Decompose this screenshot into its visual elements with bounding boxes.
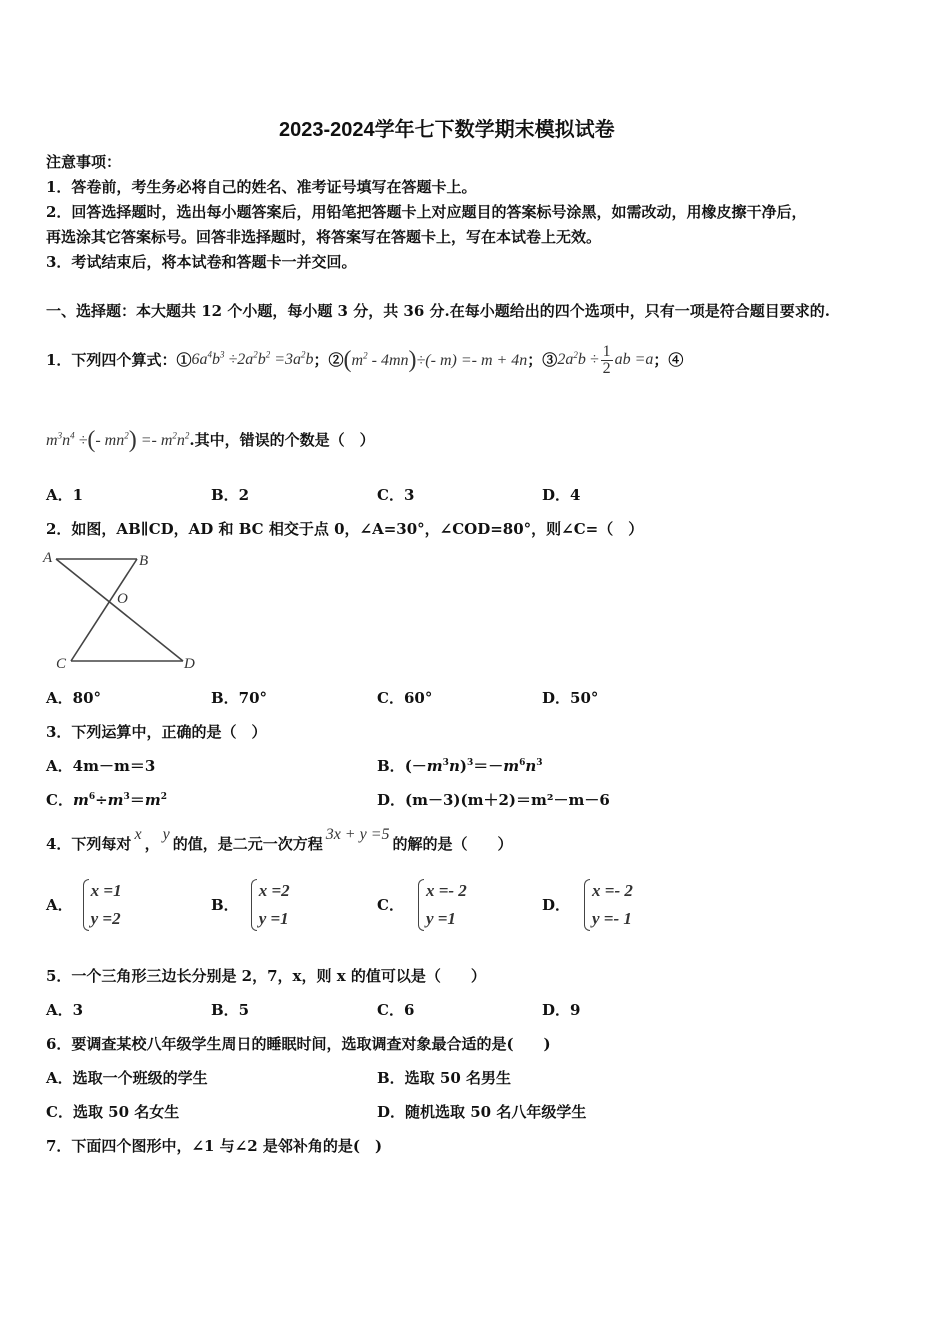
q2-option-d[interactable]: D．50° (542, 689, 599, 707)
q1-option-b[interactable]: B．2 (211, 486, 250, 504)
q1-prefix: 1．下列四个算式：① (46, 351, 192, 369)
q4-option-label: B． (211, 896, 239, 914)
notice-line: 2．回答选择题时，选出每小题答案后，用铅笔把答题卡上对应题目的答案标号涂黑，如需改动，用橡皮擦干净后， (46, 203, 807, 221)
page-title: 2023-2024学年七下数学期末模拟试卷 (279, 119, 615, 141)
q1-option-c[interactable]: C．3 (377, 486, 415, 504)
q3-option-a[interactable]: A．4m－m＝3 (46, 757, 156, 775)
q4-option-b[interactable] (211, 877, 290, 933)
system-line: x =1 (90, 881, 122, 900)
label-a: A (43, 550, 53, 566)
q3-option-c[interactable]: C．$m^6\div m^3=m^2$ (46, 791, 167, 809)
q4-part: 的解的是（ ） (392, 835, 513, 853)
q1-sep: ；② (313, 351, 344, 369)
question-5-stem: 5．一个三角形三边长分别是 2，7，x，则 x 的值可以是（ ） (46, 967, 486, 985)
question-1-stem-cont (46, 425, 375, 455)
q5-option-a[interactable]: A．3 (46, 1001, 84, 1019)
q4-option-c[interactable] (377, 877, 467, 933)
q5-option-d[interactable]: D．9 (542, 1001, 581, 1019)
segment-bc (71, 559, 137, 661)
label-c: C (56, 656, 67, 672)
q4-option-a[interactable] (46, 877, 122, 933)
q1-tail: .其中，错误的个数是（ ） (189, 431, 375, 449)
q4-option-label: A． (46, 896, 73, 914)
q1-expression-3: $2a^2b$ ÷ $\frac{1}{2}$ ab =a (557, 342, 654, 377)
system-line: x =- 2 (592, 881, 633, 900)
q3-option-c-label: C． (46, 791, 73, 809)
q4-part: 4．下列每对 (46, 835, 132, 853)
q4-system (81, 877, 122, 933)
q1-option-d[interactable]: D．4 (542, 486, 581, 504)
system-line: y =- 1 (592, 909, 632, 928)
q4-var-x: x (134, 826, 142, 843)
q2-figure (40, 546, 210, 674)
q2-option-a[interactable]: A．80° (46, 689, 102, 707)
question-2-stem: 2．如图，AB∥CD，AD 和 BC 相交于点 0，∠A=30°，∠COD=80°，则∠C=（ ） (46, 520, 644, 538)
system-line: x =2 (258, 881, 290, 900)
q5-option-c[interactable]: C．6 (377, 1001, 415, 1019)
notice-heading: 注意事项： (46, 153, 122, 171)
q3-option-d[interactable]: D．(m－3)(m＋2)＝m²－m－6 (377, 791, 610, 809)
q2-option-c[interactable]: C．60° (377, 689, 433, 707)
q4-option-label: C． (377, 896, 404, 914)
notice-line: 1．答卷前，考生务必将自己的姓名、准考证号填写在答题卡上。 (46, 178, 477, 196)
question-4-stem (46, 826, 513, 862)
label-o: O (117, 591, 128, 607)
q4-system (249, 877, 290, 933)
q3-option-b-label: B． (377, 757, 405, 775)
q6-option-d[interactable]: D．随机选取 50 名八年级学生 (377, 1103, 587, 1121)
q4-option-label: D． (542, 896, 571, 914)
q1-expression-2: $(m^2 - 4mn)\div(-$ m) =- m + 4n (343, 346, 528, 373)
q1-sep: ；④ (653, 351, 684, 369)
question-7-stem: 7．下面四个图形中，∠1 与∠2 是邻补角的是( ) (46, 1137, 383, 1155)
question-6-stem: 6．要调查某校八年级学生周日的睡眠时间，选取调查对象最合适的是( ) (46, 1035, 551, 1053)
q6-option-a[interactable]: A．选取一个班级的学生 (46, 1069, 208, 1087)
q1-option-a[interactable]: A．1 (46, 486, 84, 504)
q6-option-b[interactable]: B．选取 50 名男生 (377, 1069, 511, 1087)
q6-option-c[interactable]: C．选取 50 名女生 (46, 1103, 180, 1121)
system-line: y =1 (425, 909, 456, 928)
q4-equation: 3x + y =5 (325, 826, 390, 843)
label-b: B (139, 553, 149, 569)
notice-line: 3．考试结束后，将本试卷和答题卡一并交回。 (46, 253, 357, 271)
section-heading: 一、选择题：本大题共 12 个小题，每小题 3 分，共 36 分.在每小题给出的四个选项中，只有一项是符合题目要求的. (46, 302, 830, 320)
question-1-stem (46, 338, 683, 382)
system-line: y =2 (90, 909, 121, 928)
q1-expression-4: $m^3n^4$ ÷(- $mn^2) =- m^2n^2$ (46, 426, 190, 453)
q4-system (416, 877, 467, 933)
label-d: D (184, 656, 195, 672)
system-line: y =1 (258, 909, 289, 928)
question-3-stem: 3．下列运算中，正确的是（ ） (46, 723, 267, 741)
segment-ad (56, 559, 183, 661)
system-line: x =- 2 (425, 881, 467, 900)
q2-option-b[interactable]: B．70° (211, 689, 268, 707)
q5-option-b[interactable]: B．5 (211, 1001, 250, 1019)
q4-var-y: y (162, 826, 170, 843)
q1-expression-1: $6a^4b^3 \div 2a^2b^2 =3a^2b$ (191, 349, 314, 368)
q4-system (582, 877, 633, 933)
q1-sep: ；③ (527, 351, 558, 369)
q4-comma: ， (144, 835, 160, 853)
q4-option-d[interactable] (542, 877, 633, 933)
q3-option-b[interactable]: B．$(-m^3n)^3=-m^6n^3$ (377, 757, 543, 775)
notice-line: 再选涂其它答案标号。回答非选择题时，将答案写在答题卡上，写在本试卷上无效。 (46, 228, 602, 246)
q4-part: 的值，是二元一次方程 (172, 835, 323, 853)
